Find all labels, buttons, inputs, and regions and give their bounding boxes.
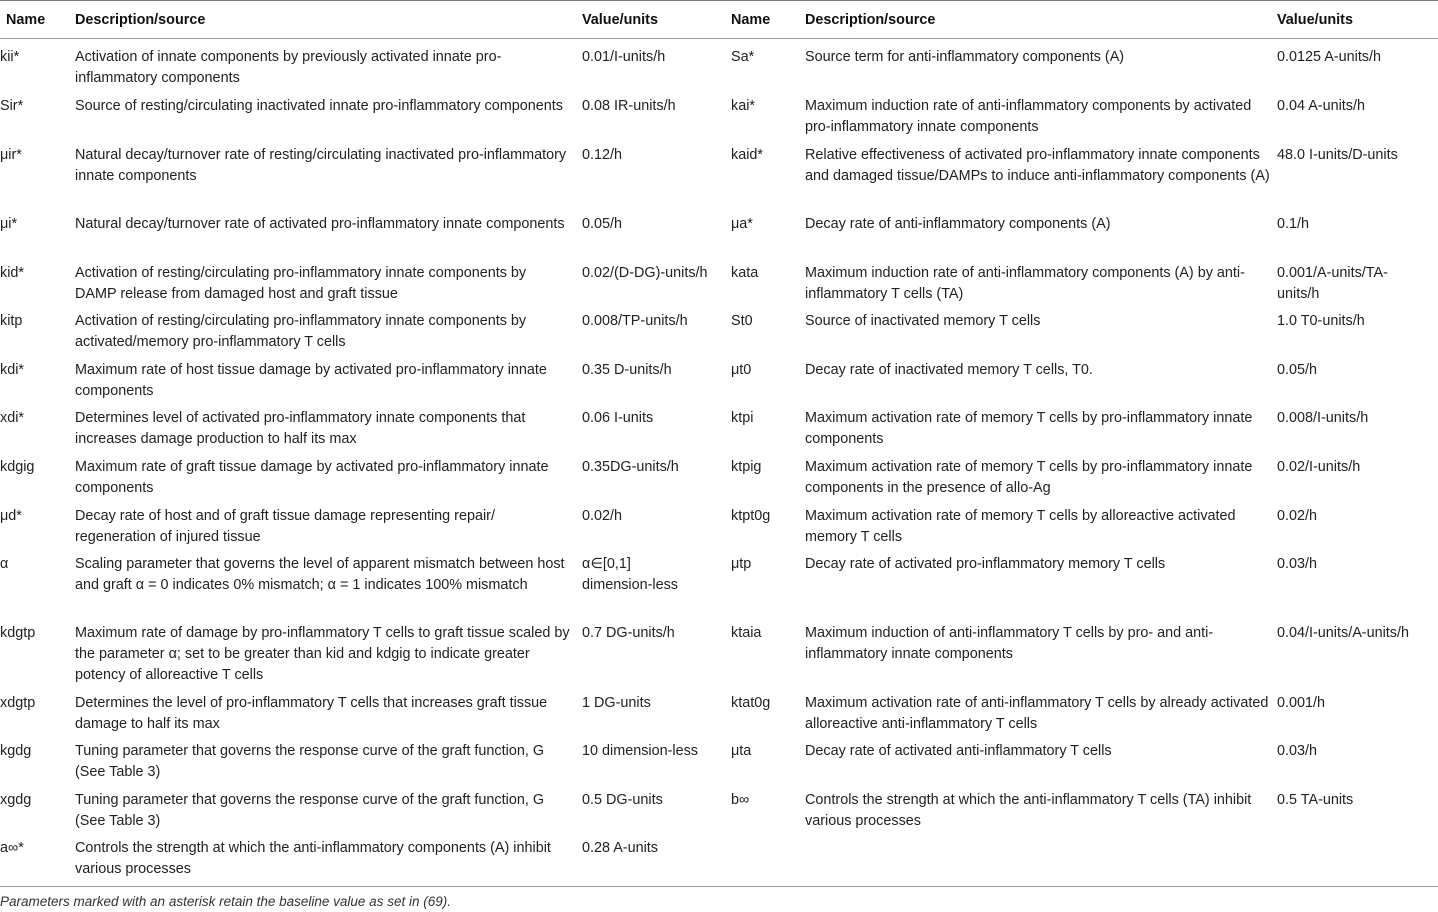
header-rule	[0, 38, 1438, 39]
param-description: Decay rate of host and of graft tissue damage representing repair/ regeneration of injured tissue	[75, 508, 495, 545]
param-name: kata	[731, 265, 759, 281]
header-name-right: Name	[731, 12, 771, 28]
param-name: μi*	[0, 216, 18, 232]
param-value: 0.01/I-units/h	[582, 49, 666, 65]
param-description: Maximum activation rate of memory T cells by pro-inflammatory innate components	[805, 410, 1253, 447]
param-name: xdgtp	[0, 695, 36, 711]
param-name: kdi*	[0, 362, 24, 378]
param-name: kdgtp	[0, 625, 36, 641]
param-name: μt0	[731, 362, 752, 378]
param-name: xgdg	[0, 792, 32, 808]
param-name: a∞*	[0, 840, 24, 856]
param-description: Maximum induction rate of anti-inflammatory components (A) by anti-inflammatory T cells (TA)	[805, 265, 1245, 302]
param-description: Relative effectiveness of activated pro-inflammatory innate components and damaged tissue/DAMPs to induce anti-inflammatory components (A)	[805, 147, 1270, 184]
header-description-right: Description/source	[805, 12, 936, 28]
param-description: Maximum activation rate of memory T cells by alloreactive activated memory T cells	[805, 508, 1236, 545]
param-value: 0.04 A-units/h	[1277, 98, 1366, 114]
param-name: Sa*	[731, 49, 755, 65]
param-name: μtp	[731, 556, 752, 572]
param-value: 0.02/(D-DG)-units/h	[582, 265, 708, 281]
param-value: 0.1/h	[1277, 216, 1310, 232]
param-name: μta	[731, 743, 752, 759]
param-value: 0.05/h	[582, 216, 623, 232]
param-description: Maximum rate of host tissue damage by activated pro-inflammatory innate components	[75, 362, 547, 399]
param-value: 0.008/I-units/h	[1277, 410, 1369, 426]
param-value: 0.0125 A-units/h	[1277, 49, 1382, 65]
param-description: Source term for anti-inflammatory components (A)	[805, 49, 1125, 65]
param-value: 0.35 D-units/h	[582, 362, 672, 378]
table-top-rule	[0, 0, 1438, 1]
param-value: 0.28 A-units	[582, 840, 659, 856]
param-description: Decay rate of activated pro-inflammatory memory T cells	[805, 556, 1166, 572]
param-value: 0.02/h	[582, 508, 623, 524]
param-value: 0.02/I-units/h	[1277, 459, 1361, 475]
param-value: 0.05/h	[1277, 362, 1318, 378]
param-description: Source of resting/circulating inactivated innate pro-inflammatory components	[75, 98, 563, 114]
param-name: α	[0, 556, 9, 572]
param-description: Maximum rate of graft tissue damage by activated pro-inflammatory innate components	[75, 459, 549, 496]
param-name: kii*	[0, 49, 20, 65]
param-description: Decay rate of activated anti-inflammatory T cells	[805, 743, 1112, 759]
param-name: ktat0g	[731, 695, 771, 711]
param-value: 0.5 TA-units	[1277, 792, 1354, 808]
param-value: 0.7 DG-units/h	[582, 625, 675, 641]
param-name: kid*	[0, 265, 24, 281]
param-value: 0.12/h	[582, 147, 623, 163]
param-value: α∈[0,1] dimension-less	[582, 556, 678, 593]
param-name: St0	[731, 313, 753, 329]
header-description-left: Description/source	[75, 12, 206, 28]
param-name: μir*	[0, 147, 22, 163]
param-value: 0.06 I-units	[582, 410, 654, 426]
param-name: b∞	[731, 792, 750, 808]
param-description: Scaling parameter that governs the level of apparent mismatch between host and graft α = 0 indicates 0% mismatch; α = 1 indicates 100% mismatch	[75, 556, 565, 593]
param-description: Activation of resting/circulating pro-inflammatory innate components by DAMP release from damaged host and graft tissue	[75, 265, 527, 302]
param-value: 48.0 I-units/D-units	[1277, 147, 1398, 163]
param-value: 1 DG-units	[582, 695, 651, 711]
param-description: Source of inactivated memory T cells	[805, 313, 1041, 329]
param-value: 0.08 IR-units/h	[582, 98, 676, 114]
param-description: Maximum activation rate of anti-inflammatory T cells by already activated alloreactive anti-inflammatory T cells	[805, 695, 1269, 732]
param-name: kgdg	[0, 743, 32, 759]
param-value: 0.5 DG-units	[582, 792, 663, 808]
param-name: xdi*	[0, 410, 24, 426]
param-value: 0.02/h	[1277, 508, 1318, 524]
param-value: 1.0 T0-units/h	[1277, 313, 1365, 329]
table-footnote: Parameters marked with an asterisk retain the baseline value as set in (69).	[0, 894, 451, 909]
param-value: 10 dimension-less	[582, 743, 698, 759]
param-name: ktpig	[731, 459, 762, 475]
param-name: ktaia	[731, 625, 762, 641]
param-value: 0.35DG-units/h	[582, 459, 679, 475]
param-description: Tuning parameter that governs the response curve of the graft function, G (See Table 3)	[75, 743, 545, 780]
param-description: Maximum induction rate of anti-inflammatory components by activated pro-inflammatory innate components	[805, 98, 1252, 135]
param-description: Determines level of activated pro-inflammatory innate components that increases damage production to half its max	[75, 410, 526, 447]
param-description: Tuning parameter that governs the response curve of the graft function, G (See Table 3)	[75, 792, 545, 829]
param-description: Controls the strength at which the anti-inflammatory T cells (TA) inhibit various processes	[805, 792, 1252, 829]
param-description: Decay rate of anti-inflammatory components (A)	[805, 216, 1111, 232]
param-description: Decay rate of inactivated memory T cells, T0.	[805, 362, 1093, 378]
param-description: Controls the strength at which the anti-inflammatory components (A) inhibit various processes	[75, 840, 551, 877]
param-description: Natural decay/turnover rate of activated pro-inflammatory innate components	[75, 216, 565, 232]
param-description: Determines the level of pro-inflammatory T cells that increases graft tissue damage to half its max	[75, 695, 548, 732]
header-value-right: Value/units	[1277, 12, 1353, 28]
param-description: Maximum rate of damage by pro-inflammatory T cells to graft tissue scaled by the parameter α; set to be greater than kid and kdgig to indicate greater potency of alloreactive T cells	[75, 625, 570, 683]
param-description: Activation of resting/circulating pro-inflammatory innate components by activated/memory pro-inflammatory T cells	[75, 313, 527, 350]
param-value: 0.03/h	[1277, 556, 1318, 572]
param-value: 0.008/TP-units/h	[582, 313, 688, 329]
param-name: Sir*	[0, 98, 24, 114]
header-name-left: Name	[6, 12, 46, 28]
param-description: Activation of innate components by previously activated innate pro-inflammatory components	[75, 49, 502, 86]
param-description: Maximum activation rate of memory T cells by pro-inflammatory innate components in the presence of allo-Ag	[805, 459, 1253, 496]
header-value-left: Value/units	[582, 12, 658, 28]
param-name: ktpi	[731, 410, 754, 426]
param-description: Natural decay/turnover rate of resting/circulating inactivated pro-inflammatory innate components	[75, 147, 567, 184]
param-name: kaid*	[731, 147, 763, 163]
param-value: 0.001/h	[1277, 695, 1326, 711]
param-description: Maximum induction of anti-inflammatory T cells by pro- and anti-inflammatory innate components	[805, 625, 1214, 662]
table-bottom-rule	[0, 886, 1438, 887]
param-value: 0.03/h	[1277, 743, 1318, 759]
param-name: ktpt0g	[731, 508, 771, 524]
param-name: kitp	[0, 313, 23, 329]
param-name: μd*	[0, 508, 22, 524]
param-value: 0.001/A-units/TA-units/h	[1277, 265, 1388, 302]
param-name: kai*	[731, 98, 755, 114]
param-value: 0.04/I-units/A-units/h	[1277, 625, 1409, 641]
param-name: μa*	[731, 216, 753, 232]
param-name: kdgig	[0, 459, 35, 475]
